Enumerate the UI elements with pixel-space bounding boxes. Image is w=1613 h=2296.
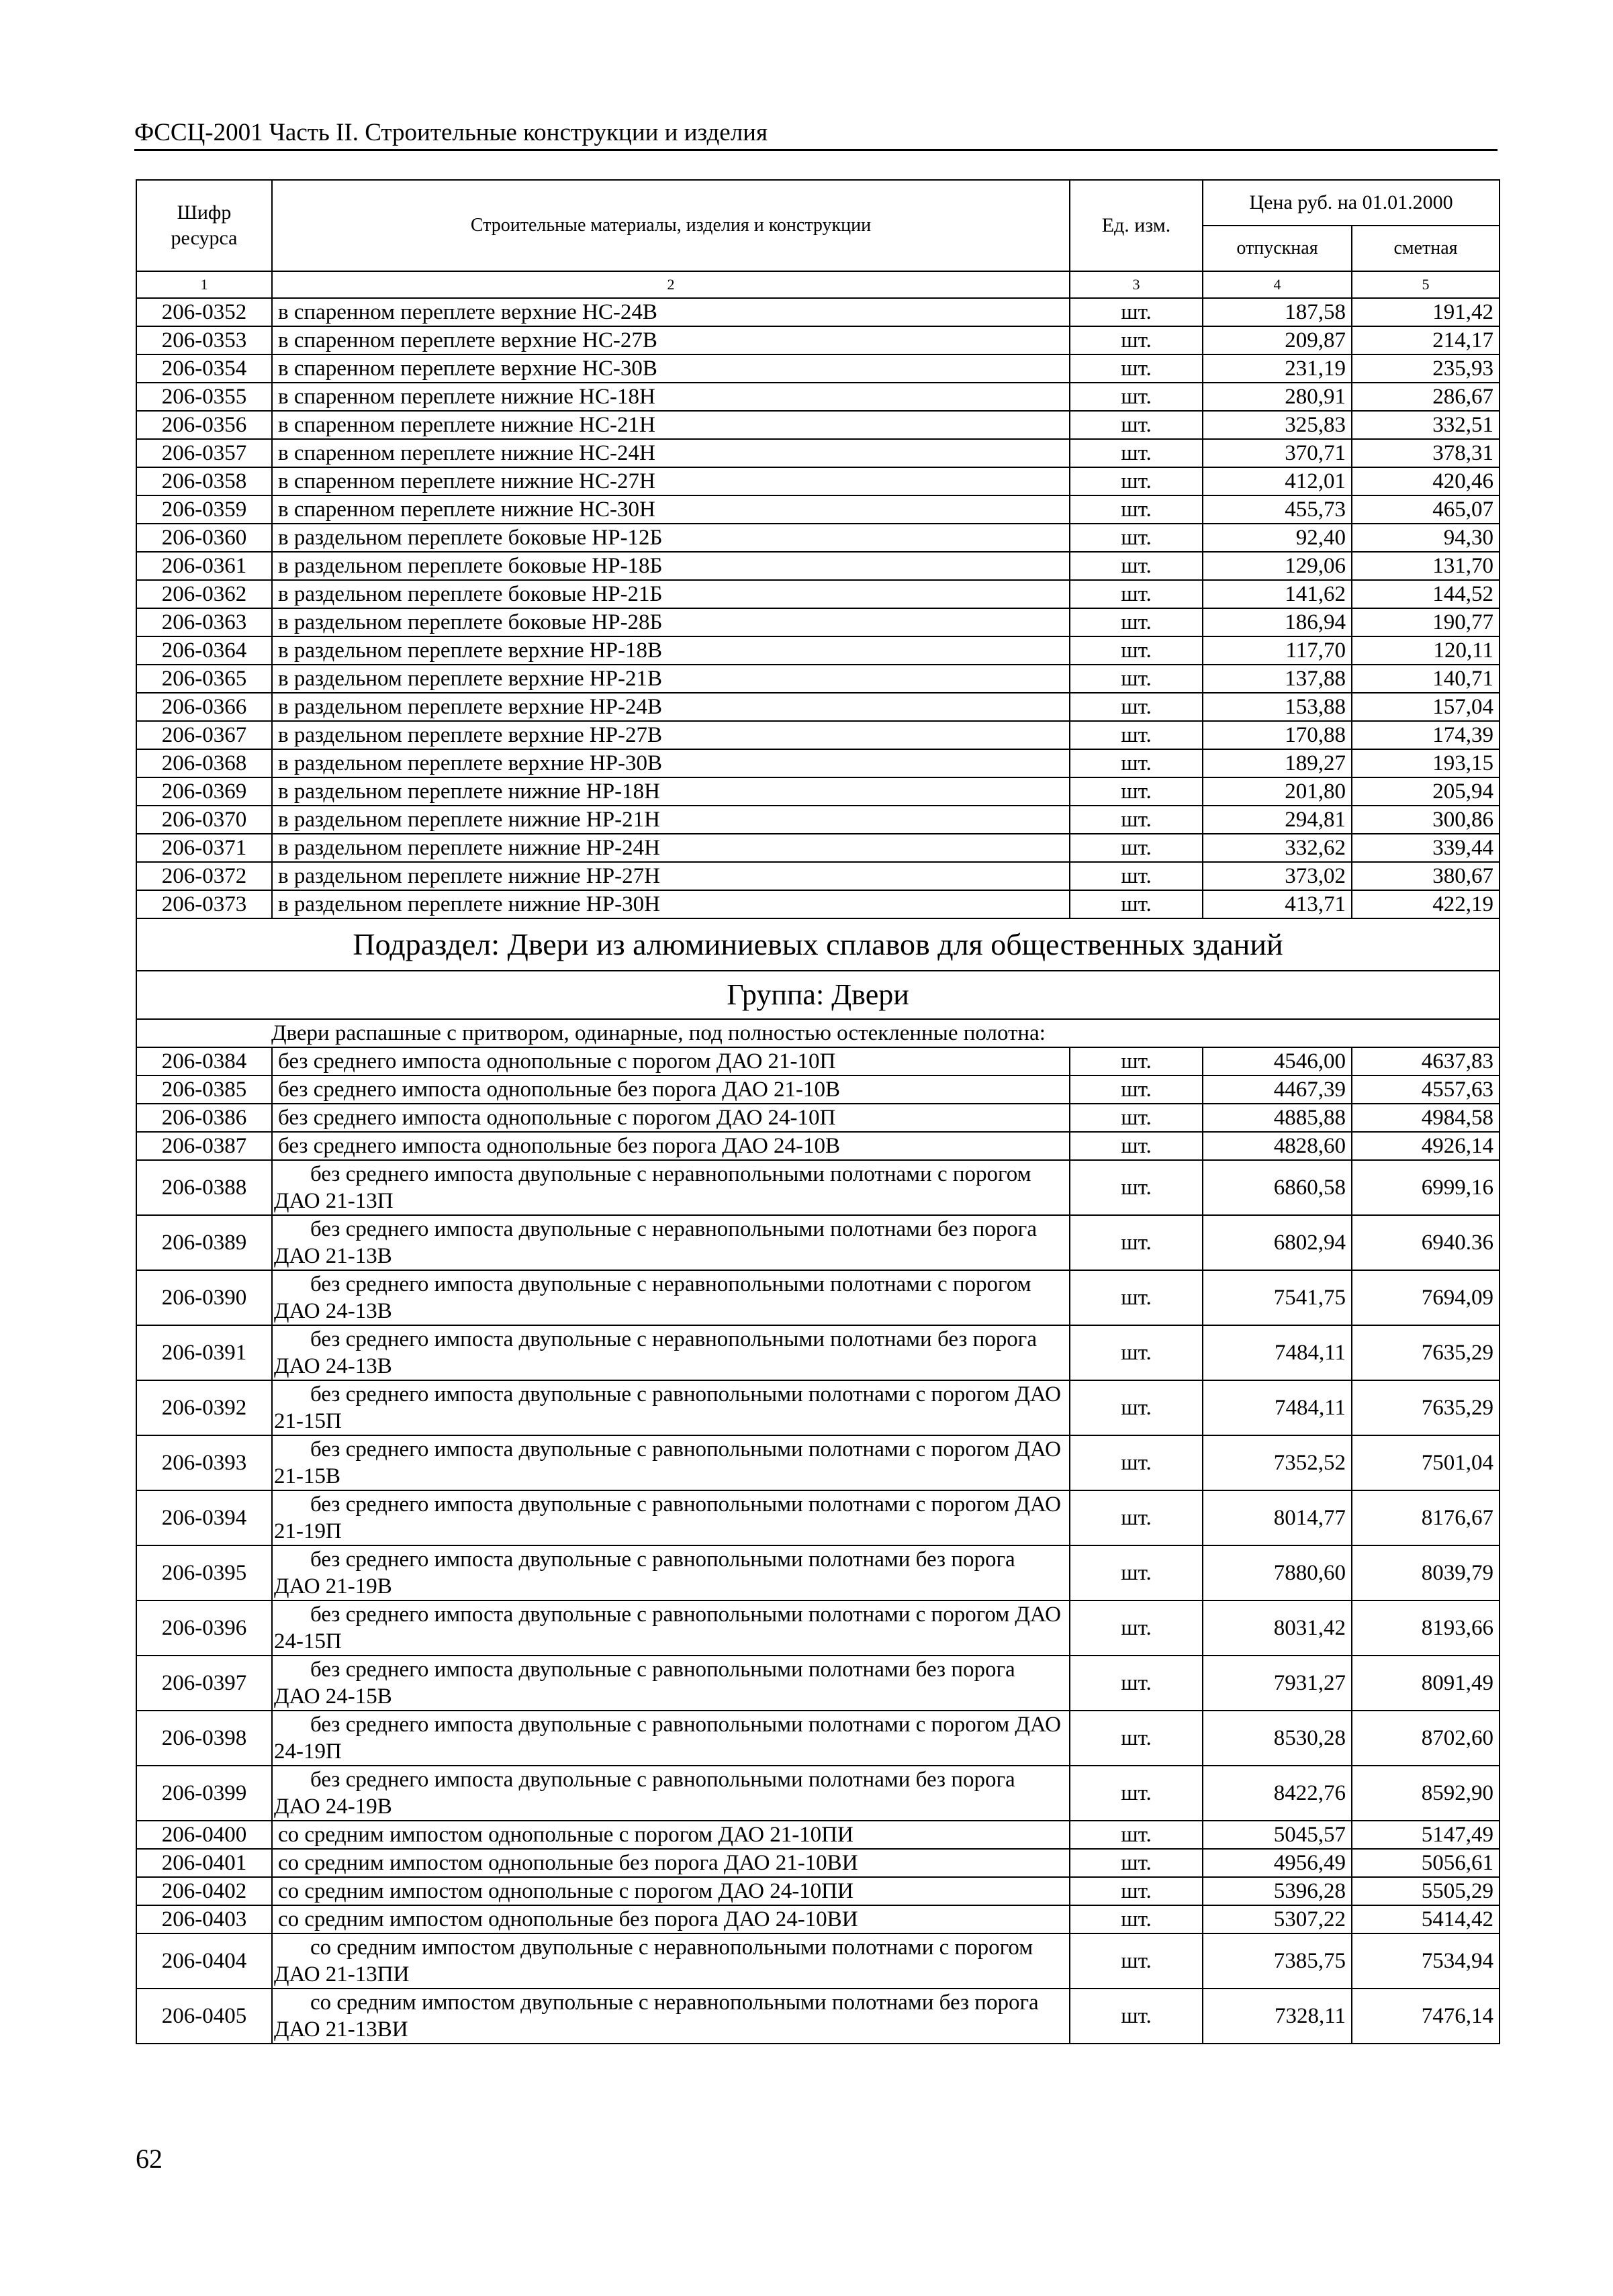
estimate-price: 174,39	[1352, 721, 1500, 749]
unit-cell: шт.	[1070, 580, 1203, 608]
estimate-price: 420,46	[1352, 467, 1500, 495]
table-row	[136, 298, 1500, 326]
table-row	[136, 636, 1500, 665]
estimate-price: 8091,49	[1352, 1656, 1500, 1711]
resource-code: 206-0352	[136, 298, 272, 326]
release-price: 455,73	[1203, 495, 1352, 524]
release-price: 170,88	[1203, 721, 1352, 749]
release-price: 4885,88	[1203, 1104, 1352, 1132]
rows-doors-double	[136, 1160, 1500, 1821]
resource-code: 206-0405	[136, 1989, 272, 2044]
resource-code: 206-0360	[136, 524, 272, 552]
estimate-price: 191,42	[1352, 298, 1500, 326]
estimate-price: 4926,14	[1352, 1132, 1500, 1160]
table-row	[136, 383, 1500, 411]
table-row	[136, 1989, 1500, 2044]
table-row	[136, 777, 1500, 806]
table-row	[136, 1933, 1500, 1989]
item-name: в раздельном переплете нижние НР-21Н	[272, 806, 1070, 834]
release-price: 141,62	[1203, 580, 1352, 608]
unit-cell: шт.	[1070, 636, 1203, 665]
unit-cell: шт.	[1070, 693, 1203, 721]
unit-cell: шт.	[1070, 326, 1203, 354]
header-code: Шифр ресурса	[136, 180, 272, 271]
resource-code: 206-0371	[136, 834, 272, 862]
release-price: 7931,27	[1203, 1656, 1352, 1711]
resource-code: 206-0397	[136, 1656, 272, 1711]
column-number: 2	[272, 271, 1070, 298]
item-name: без среднего импоста двупольные с неравнопольными полотнами без порога ДАО 21-13В	[272, 1215, 1070, 1270]
table-row	[136, 354, 1500, 383]
release-price: 7484,11	[1203, 1325, 1352, 1380]
table-row	[136, 1380, 1500, 1435]
resource-code: 206-0353	[136, 326, 272, 354]
resource-code: 206-0390	[136, 1270, 272, 1325]
unit-cell: шт.	[1070, 1849, 1203, 1877]
table-row	[136, 1877, 1500, 1905]
resource-code: 206-0385	[136, 1075, 272, 1104]
table-row	[136, 1160, 1500, 1215]
rows-window-units	[136, 298, 1500, 918]
unit-cell: шт.	[1070, 1933, 1203, 1989]
item-name: со средним импостом двупольные с неравнопольными полотнами с порогом ДАО 21-13ПИ	[272, 1933, 1070, 1989]
table-header	[136, 180, 1500, 298]
unit-cell: шт.	[1070, 862, 1203, 890]
item-name: в раздельном переплете нижние НР-18Н	[272, 777, 1070, 806]
unit-cell: шт.	[1070, 298, 1203, 326]
table-row	[136, 1711, 1500, 1766]
estimate-price: 4557,63	[1352, 1075, 1500, 1104]
resource-code: 206-0362	[136, 580, 272, 608]
resource-code: 206-0365	[136, 665, 272, 693]
release-price: 373,02	[1203, 862, 1352, 890]
item-name: без среднего импоста однопольные с порогом ДАО 21-10П	[272, 1047, 1070, 1075]
resource-code: 206-0384	[136, 1047, 272, 1075]
table-row	[136, 1047, 1500, 1075]
subsection-title: Подраздел: Двери из алюминиевых сплавов для общественных зданий	[136, 918, 1500, 971]
release-price: 6860,58	[1203, 1160, 1352, 1215]
table-row	[136, 1766, 1500, 1821]
release-price: 186,94	[1203, 608, 1352, 636]
item-name: без среднего импоста однопольные с порогом ДАО 24-10П	[272, 1104, 1070, 1132]
item-name: без среднего импоста двупольные с равнопольными полотнами с порогом ДАО 21-15В	[272, 1435, 1070, 1490]
table-row	[136, 1905, 1500, 1933]
item-name: в раздельном переплете верхние НР-27В	[272, 721, 1070, 749]
item-name: со средним импостом однопольные с порогом ДАО 24-10ПИ	[272, 1877, 1070, 1905]
item-name: без среднего импоста двупольные с равнопольными полотнами без порога ДАО 21-19В	[272, 1545, 1070, 1600]
resource-code: 206-0400	[136, 1821, 272, 1849]
item-name: в раздельном переплете нижние НР-30Н	[272, 890, 1070, 918]
release-price: 92,40	[1203, 524, 1352, 552]
table-row	[136, 1600, 1500, 1656]
column-number-row	[136, 271, 1500, 298]
table-row	[136, 1325, 1500, 1380]
table-row	[136, 467, 1500, 495]
estimate-price: 8592,90	[1352, 1766, 1500, 1821]
unit-cell: шт.	[1070, 665, 1203, 693]
estimate-price: 131,70	[1352, 552, 1500, 580]
item-name: со средним импостом двупольные с неравнопольными полотнами без порога ДАО 21-13ВИ	[272, 1989, 1070, 2044]
release-price: 4956,49	[1203, 1849, 1352, 1877]
estimate-price: 144,52	[1352, 580, 1500, 608]
estimate-price: 5505,29	[1352, 1877, 1500, 1905]
unit-cell: шт.	[1070, 1766, 1203, 1821]
resource-code: 206-0366	[136, 693, 272, 721]
resource-code: 206-0394	[136, 1490, 272, 1545]
release-price: 332,62	[1203, 834, 1352, 862]
unit-cell: шт.	[1070, 1104, 1203, 1132]
column-number: 5	[1352, 271, 1500, 298]
item-name: без среднего импоста двупольные с равнопольными полотнами с порогом ДАО 21-19П	[272, 1490, 1070, 1545]
estimate-price: 190,77	[1352, 608, 1500, 636]
column-number: 4	[1203, 271, 1352, 298]
price-table	[136, 179, 1500, 2044]
table-row	[136, 834, 1500, 862]
resource-code: 206-0396	[136, 1600, 272, 1656]
unit-cell: шт.	[1070, 1075, 1203, 1104]
resource-code: 206-0398	[136, 1711, 272, 1766]
estimate-price: 5056,61	[1352, 1849, 1500, 1877]
resource-code: 206-0359	[136, 495, 272, 524]
table-row	[136, 495, 1500, 524]
release-price: 129,06	[1203, 552, 1352, 580]
resource-code: 206-0392	[136, 1380, 272, 1435]
item-name: со средним импостом однопольные без порога ДАО 21-10ВИ	[272, 1849, 1070, 1877]
unit-cell: шт.	[1070, 890, 1203, 918]
item-name: без среднего импоста двупольные с неравнопольными полотнами с порогом ДАО 24-13В	[272, 1270, 1070, 1325]
column-number: 1	[136, 271, 272, 298]
resource-code: 206-0354	[136, 354, 272, 383]
table-row	[136, 665, 1500, 693]
estimate-price: 332,51	[1352, 411, 1500, 439]
release-price: 325,83	[1203, 411, 1352, 439]
release-price: 7484,11	[1203, 1380, 1352, 1435]
item-name: в спаренном переплете нижние НС-21Н	[272, 411, 1070, 439]
estimate-price: 300,86	[1352, 806, 1500, 834]
unit-cell: шт.	[1070, 1160, 1203, 1215]
item-name: в раздельном переплете боковые НР-18Б	[272, 552, 1070, 580]
release-price: 5307,22	[1203, 1905, 1352, 1933]
release-price: 7328,11	[1203, 1989, 1352, 2044]
item-name: в раздельном переплете боковые НР-21Б	[272, 580, 1070, 608]
resource-code: 206-0373	[136, 890, 272, 918]
estimate-price: 465,07	[1352, 495, 1500, 524]
release-price: 7385,75	[1203, 1933, 1352, 1989]
estimate-price: 235,93	[1352, 354, 1500, 383]
table-row	[136, 749, 1500, 777]
table-row	[136, 1270, 1500, 1325]
estimate-price: 5414,42	[1352, 1905, 1500, 1933]
release-price: 189,27	[1203, 749, 1352, 777]
table-row	[136, 1490, 1500, 1545]
unit-cell: шт.	[1070, 495, 1203, 524]
release-price: 153,88	[1203, 693, 1352, 721]
unit-cell: шт.	[1070, 806, 1203, 834]
resource-code: 206-0393	[136, 1435, 272, 1490]
item-name: в раздельном переплете боковые НР-12Б	[272, 524, 1070, 552]
unit-cell: шт.	[1070, 1435, 1203, 1490]
table-row	[136, 1656, 1500, 1711]
release-price: 7880,60	[1203, 1545, 1352, 1600]
resource-code: 206-0355	[136, 383, 272, 411]
unit-cell: шт.	[1070, 524, 1203, 552]
estimate-price: 7476,14	[1352, 1989, 1500, 2044]
release-price: 7541,75	[1203, 1270, 1352, 1325]
estimate-price: 214,17	[1352, 326, 1500, 354]
item-name: без среднего импоста двупольные с равнопольными полотнами с порогом ДАО 24-15П	[272, 1600, 1070, 1656]
estimate-price: 7635,29	[1352, 1325, 1500, 1380]
release-price: 8530,28	[1203, 1711, 1352, 1766]
header-price: Цена руб. на 01.01.2000	[1203, 180, 1500, 226]
unit-cell: шт.	[1070, 721, 1203, 749]
table-row	[136, 1849, 1500, 1877]
resource-code: 206-0395	[136, 1545, 272, 1600]
unit-cell: шт.	[1070, 1325, 1203, 1380]
unit-cell: шт.	[1070, 1215, 1203, 1270]
item-name: без среднего импоста двупольные с равнопольными полотнами без порога ДАО 24-19В	[272, 1766, 1070, 1821]
release-price: 5045,57	[1203, 1821, 1352, 1849]
unit-cell: шт.	[1070, 1132, 1203, 1160]
estimate-price: 193,15	[1352, 749, 1500, 777]
unit-cell: шт.	[1070, 383, 1203, 411]
estimate-price: 8702,60	[1352, 1711, 1500, 1766]
resource-code: 206-0368	[136, 749, 272, 777]
table-row	[136, 721, 1500, 749]
unit-cell: шт.	[1070, 1989, 1203, 2044]
resource-code: 206-0357	[136, 439, 272, 467]
release-price: 201,80	[1203, 777, 1352, 806]
table-row	[136, 890, 1500, 918]
resource-code: 206-0391	[136, 1325, 272, 1380]
table-row	[136, 439, 1500, 467]
estimate-price: 6999,16	[1352, 1160, 1500, 1215]
table-row	[136, 806, 1500, 834]
unit-cell: шт.	[1070, 1380, 1203, 1435]
estimate-price: 378,31	[1352, 439, 1500, 467]
unit-cell: шт.	[1070, 411, 1203, 439]
item-name: в спаренном переплете нижние НС-27Н	[272, 467, 1070, 495]
header-unit: Ед. изм.	[1070, 180, 1203, 271]
resource-code: 206-0369	[136, 777, 272, 806]
table-row	[136, 608, 1500, 636]
item-name: в спаренном переплете нижние НС-18Н	[272, 383, 1070, 411]
release-price: 412,01	[1203, 467, 1352, 495]
resource-code: 206-0370	[136, 806, 272, 834]
resource-code: 206-0367	[136, 721, 272, 749]
unit-cell: шт.	[1070, 608, 1203, 636]
table-row	[136, 1104, 1500, 1132]
item-name: со средним импостом однопольные с порогом ДАО 21-10ПИ	[272, 1821, 1070, 1849]
estimate-price: 8176,67	[1352, 1490, 1500, 1545]
item-name: в раздельном переплете верхние НР-21В	[272, 665, 1070, 693]
resource-code: 206-0363	[136, 608, 272, 636]
unit-cell: шт.	[1070, 1490, 1203, 1545]
header-name: Строительные материалы, изделия и конструкции	[272, 180, 1070, 271]
estimate-price: 422,19	[1352, 890, 1500, 918]
release-price: 231,19	[1203, 354, 1352, 383]
release-price: 7352,52	[1203, 1435, 1352, 1490]
item-name: в раздельном переплете боковые НР-28Б	[272, 608, 1070, 636]
column-number: 3	[1070, 271, 1203, 298]
resource-code: 206-0387	[136, 1132, 272, 1160]
estimate-price: 6940.36	[1352, 1215, 1500, 1270]
resource-code: 206-0401	[136, 1849, 272, 1877]
resource-code: 206-0399	[136, 1766, 272, 1821]
unit-cell: шт.	[1070, 439, 1203, 467]
item-name: без среднего импоста двупольные с равнопольными полотнами без порога ДАО 24-15В	[272, 1656, 1070, 1711]
table-row	[136, 524, 1500, 552]
item-name: в спаренном переплете верхние НС-30В	[272, 354, 1070, 383]
subsection-block	[136, 918, 1500, 1047]
estimate-price: 140,71	[1352, 665, 1500, 693]
item-name: в спаренном переплете нижние НС-24Н	[272, 439, 1070, 467]
table-row	[136, 1435, 1500, 1490]
estimate-price: 205,94	[1352, 777, 1500, 806]
unit-cell: шт.	[1070, 1656, 1203, 1711]
resource-code: 206-0404	[136, 1933, 272, 1989]
item-name: без среднего импоста однопольные без порога ДАО 24-10В	[272, 1132, 1070, 1160]
unit-cell: шт.	[1070, 1711, 1203, 1766]
header-estimate: сметная	[1352, 226, 1500, 271]
estimate-price: 286,67	[1352, 383, 1500, 411]
estimate-price: 7694,09	[1352, 1270, 1500, 1325]
estimate-price: 5147,49	[1352, 1821, 1500, 1849]
item-name: в раздельном переплете верхние НР-24В	[272, 693, 1070, 721]
estimate-price: 7534,94	[1352, 1933, 1500, 1989]
release-price: 370,71	[1203, 439, 1352, 467]
item-name: в раздельном переплете верхние НР-30В	[272, 749, 1070, 777]
rows-doors-single	[136, 1047, 1500, 1160]
release-price: 4467,39	[1203, 1075, 1352, 1104]
table-row	[136, 1215, 1500, 1270]
unit-cell: шт.	[1070, 467, 1203, 495]
estimate-price: 339,44	[1352, 834, 1500, 862]
release-price: 8422,76	[1203, 1766, 1352, 1821]
item-name: в спаренном переплете нижние НС-30Н	[272, 495, 1070, 524]
rows-doors-double-impost	[136, 1933, 1500, 2044]
estimate-price: 8039,79	[1352, 1545, 1500, 1600]
unit-cell: шт.	[1070, 1905, 1203, 1933]
item-name: со средним импостом однопольные без порога ДАО 24-10ВИ	[272, 1905, 1070, 1933]
table-row	[136, 411, 1500, 439]
resource-code: 206-0364	[136, 636, 272, 665]
table-row	[136, 1821, 1500, 1849]
item-name: в раздельном переплете нижние НР-27Н	[272, 862, 1070, 890]
table-row	[136, 552, 1500, 580]
unit-cell: шт.	[1070, 834, 1203, 862]
release-price: 117,70	[1203, 636, 1352, 665]
unit-cell: шт.	[1070, 354, 1203, 383]
release-price: 209,87	[1203, 326, 1352, 354]
table-row	[136, 1545, 1500, 1600]
unit-cell: шт.	[1070, 1600, 1203, 1656]
item-name: без среднего импоста двупольные с равнопольными полотнами с порогом ДАО 21-15П	[272, 1380, 1070, 1435]
release-price: 4546,00	[1203, 1047, 1352, 1075]
unit-cell: шт.	[1070, 1545, 1203, 1600]
release-price: 413,71	[1203, 890, 1352, 918]
resource-code: 206-0358	[136, 467, 272, 495]
page-header: ФССЦ-2001 Часть II. Строительные конструкции и изделия	[134, 118, 1497, 151]
item-name: в раздельном переплете нижние НР-24Н	[272, 834, 1070, 862]
estimate-price: 120,11	[1352, 636, 1500, 665]
unit-cell: шт.	[1070, 1047, 1203, 1075]
release-price: 8031,42	[1203, 1600, 1352, 1656]
release-price: 5396,28	[1203, 1877, 1352, 1905]
estimate-price: 380,67	[1352, 862, 1500, 890]
resource-code: 206-0388	[136, 1160, 272, 1215]
estimate-price: 157,04	[1352, 693, 1500, 721]
table-row	[136, 1075, 1500, 1104]
item-name: в спаренном переплете верхние НС-27В	[272, 326, 1070, 354]
table-row	[136, 326, 1500, 354]
item-name: без среднего импоста однопольные без порога ДАО 21-10В	[272, 1075, 1070, 1104]
release-price: 8014,77	[1203, 1490, 1352, 1545]
page-number: 62	[136, 2144, 163, 2174]
item-name: без среднего импоста двупольные с равнопольными полотнами с порогом ДАО 24-19П	[272, 1711, 1070, 1766]
item-name: без среднего импоста двупольные с неравнопольными полотнами с порогом ДАО 21-13П	[272, 1160, 1070, 1215]
estimate-price: 4637,83	[1352, 1047, 1500, 1075]
estimate-price: 8193,66	[1352, 1600, 1500, 1656]
resource-code: 206-0361	[136, 552, 272, 580]
unit-cell: шт.	[1070, 552, 1203, 580]
item-name: в раздельном переплете верхние НР-18В	[272, 636, 1070, 665]
unit-cell: шт.	[1070, 749, 1203, 777]
release-price: 137,88	[1203, 665, 1352, 693]
estimate-price: 7501,04	[1352, 1435, 1500, 1490]
estimate-price: 7635,29	[1352, 1380, 1500, 1435]
resource-code: 206-0386	[136, 1104, 272, 1132]
release-price: 294,81	[1203, 806, 1352, 834]
table-row	[136, 1132, 1500, 1160]
table-row	[136, 693, 1500, 721]
unit-cell: шт.	[1070, 1821, 1203, 1849]
resource-code: 206-0403	[136, 1905, 272, 1933]
resource-code: 206-0389	[136, 1215, 272, 1270]
resource-code: 206-0356	[136, 411, 272, 439]
resource-code: 206-0372	[136, 862, 272, 890]
group-intro: Двери распашные с притвором, одинарные, под полностью остекленные полотна:	[136, 1019, 1500, 1047]
unit-cell: шт.	[1070, 1270, 1203, 1325]
header-release: отпускная	[1203, 226, 1352, 271]
item-name: без среднего импоста двупольные с неравнопольными полотнами без порога ДАО 24-13В	[272, 1325, 1070, 1380]
estimate-price: 4984,58	[1352, 1104, 1500, 1132]
group-title: Группа: Двери	[136, 971, 1500, 1019]
estimate-price: 94,30	[1352, 524, 1500, 552]
resource-code: 206-0402	[136, 1877, 272, 1905]
unit-cell: шт.	[1070, 777, 1203, 806]
unit-cell: шт.	[1070, 1877, 1203, 1905]
rows-doors-single-impost	[136, 1821, 1500, 1933]
item-name: в спаренном переплете верхние НС-24В	[272, 298, 1070, 326]
table-row	[136, 862, 1500, 890]
table-row	[136, 580, 1500, 608]
release-price: 280,91	[1203, 383, 1352, 411]
release-price: 4828,60	[1203, 1132, 1352, 1160]
release-price: 6802,94	[1203, 1215, 1352, 1270]
release-price: 187,58	[1203, 298, 1352, 326]
